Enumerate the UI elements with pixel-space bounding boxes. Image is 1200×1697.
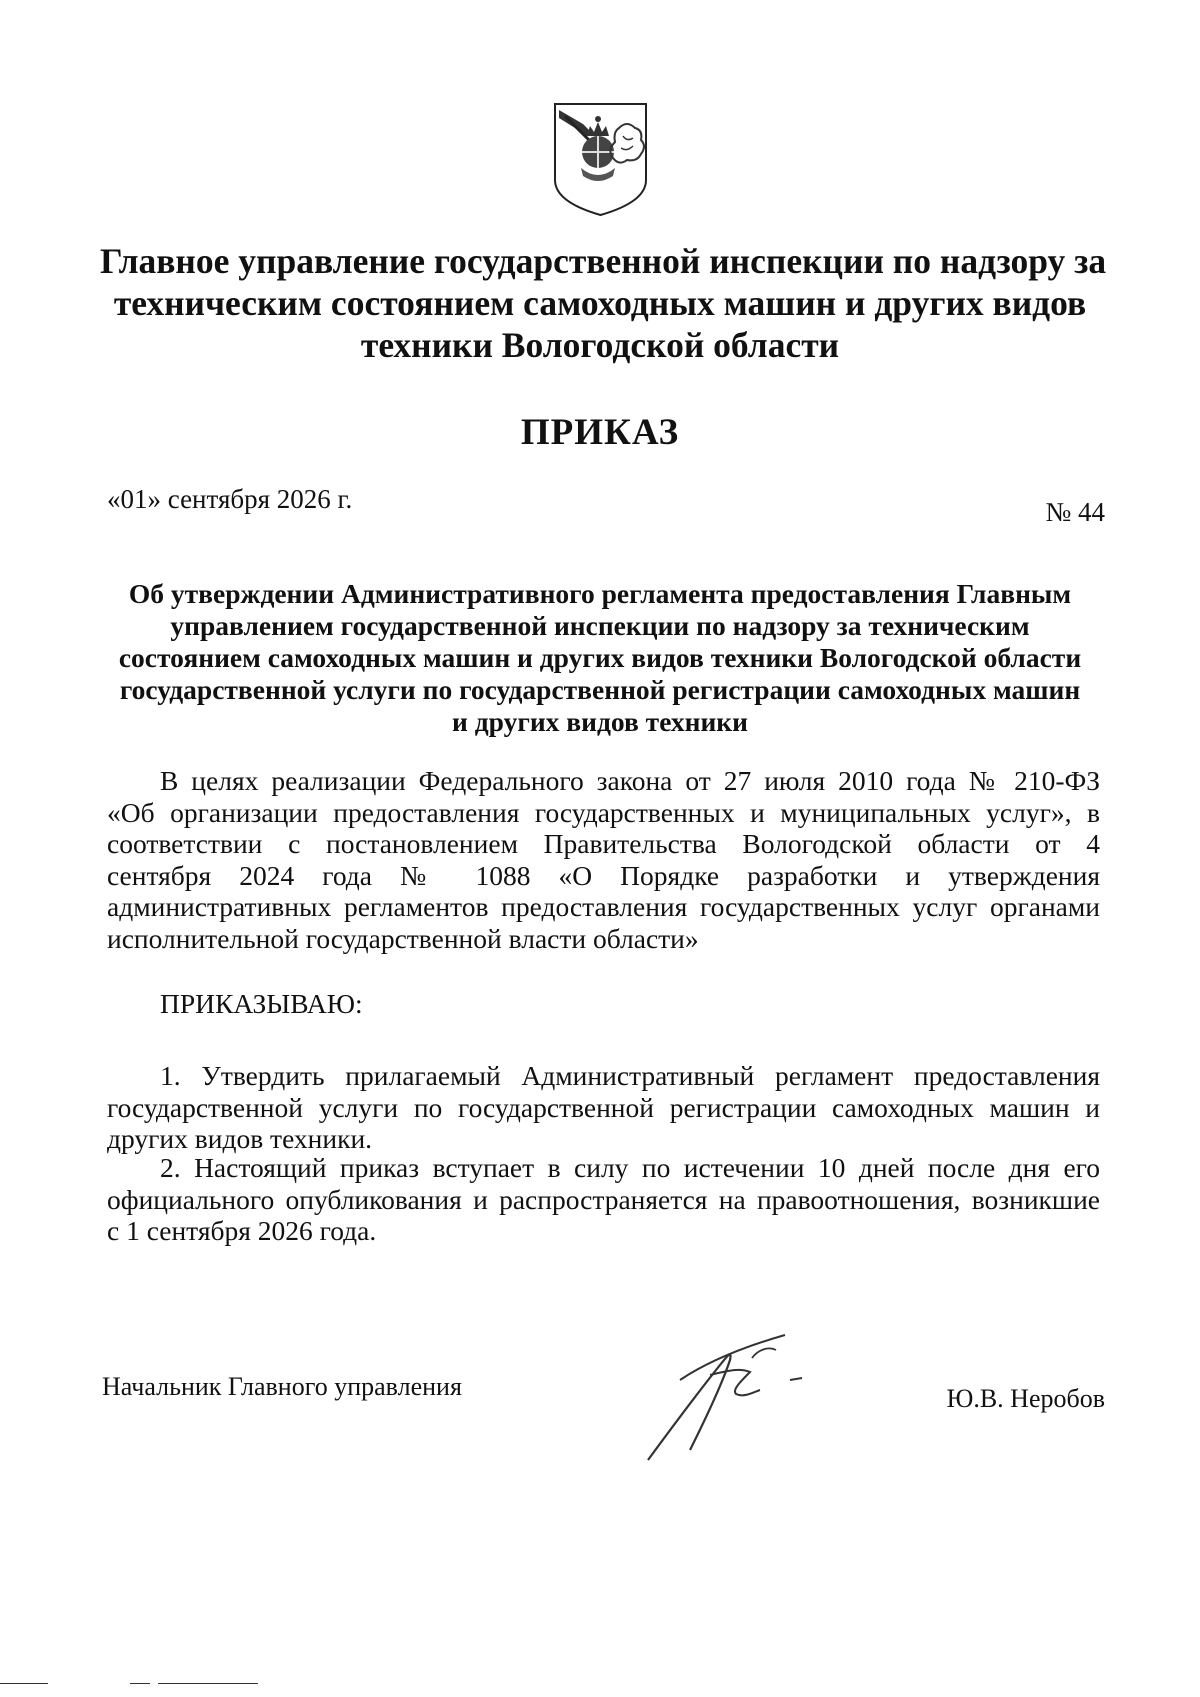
subject-line: управлением государственной инспекции по надзору за техническим bbox=[170, 610, 1030, 641]
preamble-paragraph bbox=[107, 765, 1100, 954]
order-item-2 bbox=[107, 1152, 1100, 1247]
order-item-line: государственной услуги по государственной регистрации самоходных машин и bbox=[107, 1091, 1100, 1123]
handwritten-signature-icon bbox=[640, 1320, 830, 1470]
preamble-line: «Об организации предоставления государственных и муниципальных услуг», в bbox=[107, 796, 1100, 828]
organization-title-line: техническим состоянием самоходных машин и других видов bbox=[113, 283, 1087, 323]
footer-rule bbox=[130, 1683, 150, 1684]
preamble-line: соответствии с постановлением Правительства Вологодской области от 4 bbox=[107, 828, 1100, 859]
organization-title-line: техники Вологодской области bbox=[360, 325, 840, 365]
preamble-line: административных регламентов предоставления государственных услуг органами bbox=[107, 891, 1100, 922]
order-item-1 bbox=[107, 1060, 1100, 1155]
vologda-coat-of-arms-icon bbox=[553, 102, 648, 217]
order-item-line: 2. Настоящий приказ вступает в силу по истечении 10 дней после дня его bbox=[160, 1152, 1100, 1183]
signatory-name: Ю.В. Неробов bbox=[946, 1384, 1105, 1413]
signatory-position: Начальник Главного управления bbox=[102, 1372, 462, 1401]
order-item-line: официального опубликования и распространяется на правоотношения, возникшие bbox=[107, 1183, 1100, 1215]
document-date: «01» сентября 2026 г. bbox=[107, 484, 353, 514]
order-item-line: с 1 сентября 2026 года. bbox=[107, 1215, 377, 1246]
order-item-line: 1. Утвердить прилагаемый Административный регламент предоставления bbox=[160, 1060, 1100, 1091]
order-item-line: других видов техники. bbox=[107, 1123, 373, 1154]
organization-title-line: Главное управление государственной инспекции по надзору за bbox=[100, 241, 1107, 281]
document-subject bbox=[100, 578, 1100, 738]
subject-line: состоянием самоходных машин и других видов техники Вологодской области bbox=[118, 642, 1082, 673]
footer-rule bbox=[0, 1683, 48, 1684]
document-type: ПРИКАЗ bbox=[520, 412, 680, 453]
subject-line: и других видов техники bbox=[452, 706, 748, 737]
subject-line: государственной услуги по государственной регистрации самоходных машин bbox=[119, 674, 1081, 705]
organization-title bbox=[100, 240, 1107, 366]
preamble-line: исполнительной государственной власти области» bbox=[107, 922, 699, 954]
preamble-line: В целях реализации Федерального закона от 27 июля 2010 года № 210-ФЗ bbox=[160, 765, 1100, 796]
document-number: № 44 bbox=[1045, 497, 1105, 527]
orders-word: ПРИКАЗЫВАЮ: bbox=[160, 988, 363, 1019]
preamble-line: сентября 2024 года № 1088 «О Порядке разработки и утверждения bbox=[107, 859, 1100, 891]
subject-line: Об утверждении Административного регламента предоставления Главным bbox=[128, 578, 1072, 609]
footer-rule bbox=[158, 1683, 258, 1684]
